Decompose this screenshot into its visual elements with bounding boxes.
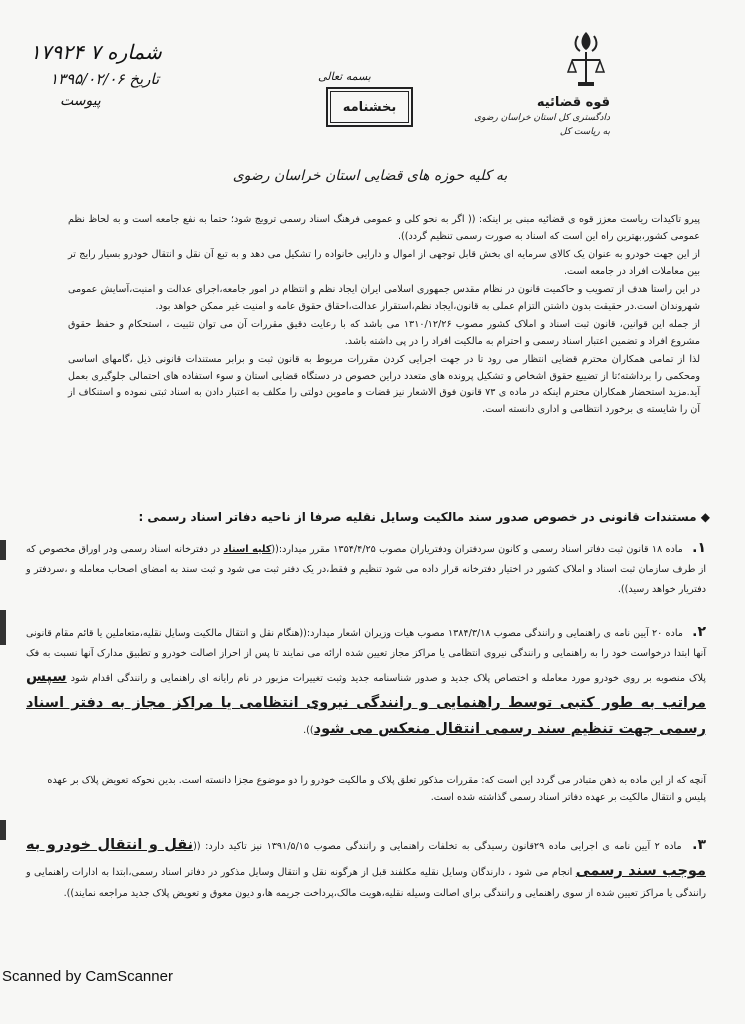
top-salutation: بسمه تعالی — [318, 70, 371, 83]
paragraph: لذا از تمامی همکاران محترم قضایی انتظار می رود تا در جهت اجرایی کردن مقررات مربوط به قانون ثبت و برابر مستندات قانونی ذیل ،گامهای اساسی ومحکمی را برداشته؛تا از تضییع حقوق اشخاص و تشکیل پرونده های متعدد دراین خصوص در دستگاه قضایی استان و سوء استفاده های احتمالی جلوگیری بعمل آید.مزید استحضار همکاران محترم اینکه در ماده ی ۷۳ قانون فوق الاشعار نیز قضات و ماموین دولتی را مکلف به اعتبار دادن به اسناد ثبتی نموده و استنکاف از آن را شایسته ی برخورد انتظامی و اداری دانسته است. — [68, 354, 701, 415]
paragraph: پیرو تاکیدات ریاست معزز قوه ی قضائیه مبنی بر اینکه: (( اگر به نحو کلی و عمومی فرهنگ اسناد رسمی ترویج شود؛ حتما به نفع جامعه است و به لحاظ نظم عمومی کشور،بهترین راه این است که اسناد به صورت رسمی تنظیم گردد)). — [68, 214, 700, 242]
handwritten-number: ۱۷۹۲۴ ۷ شماره — [30, 40, 162, 64]
judiciary-emblem-icon — [566, 30, 606, 90]
org-subtitle-2: به ریاست کل — [559, 127, 610, 137]
item-number: ۱. — [692, 540, 706, 556]
body-paragraphs — [68, 212, 700, 420]
item-number: ۳. — [692, 837, 706, 853]
paragraph: در این راستا هدف از تصویب و حاکمیت قانون در نظام مقدس جمهوری اسلامی ایران ایجاد نظم و انتظام در امور جامعه،اجرای عدالت و امنیت،آسایش عمومی شهروندان است.در حقیقت بدون داشتن التزام عملی به قانون،ایجاد نظم،استقرار عدالت،احقاق حقوق عامه و امنیت غیر ممکن خواهد بود. — [68, 284, 700, 312]
organization-block — [474, 95, 610, 138]
item-text: ماده ۲ آیین نامه ی اجرایی ماده ۲۹قانون رسیدگی به تخلفات راهنمایی و رانندگی مصوب ۱۳۹۱/۵/۱۵ نیز تاکید دارد: (( — [193, 841, 682, 852]
list-item — [26, 832, 706, 904]
item-text: )). — [303, 725, 314, 736]
handwritten-attachment: پیوست — [60, 93, 101, 109]
paragraph: از جمله این قوانین، قانون ثبت اسناد و املاک کشور مصوب ۱۳۱۰/۱۲/۲۶ می باشد که با رعایت دقیق مقررات آن می توان تثبیت ، استحکام و حفظ حقوق مشروع افراد و تضمین اعتبار اسناد رسمی و احترام به مالکیت افراد را در پی داشته باشد. — [68, 319, 700, 347]
item-emphasis: نقل و انتقال خودرو به موجب سند رسمی — [26, 837, 706, 879]
note-paragraph: آنچه که از این ماده به ذهن متبادر می گردد این است که: مقررات مذکور تعلق پلاک و مالکیت خودرو را دو موضوع مجزا دانسته است. بدین نحوکه تعویض پلاک بر عهده پلیس و انتقال مالکیت بر عهده دفاتر اسناد رسمی گذاشته شده است. — [47, 775, 706, 803]
scanner-watermark: Scanned by CamScanner — [2, 968, 173, 985]
item-text: ماده ۲۰ آیین نامه ی راهنمایی و رانندگی مصوب ۱۳۸۴/۳/۱۸ مصوب هیات وزیران اشعار میدارد:((هنگام نقل و انتقال مالکیت وسایل نقلیه،متعاملین یا قائم مقام قانونی آنها ابتدا درخواست خود را به راهنمایی و رانندگی نیروی انتظامی یا مراکز مجاز تعیین شده ارائه می نمایند تا پس از احراز اصالت خودرو و تطبیق مدارک آنها نسبت به فک پلاک منصوبه بر روی خودرو مورد معامله و اختصاص پلاک جدید و صدور شناسنامه جدید وثبت تغییرات مزبور در نام رایانه ای راهنمایی و رانندگی اقدام شود — [26, 628, 706, 684]
handwritten-date: تاریخ ۱۳۹۵/۰۲/۰۶ — [50, 70, 160, 88]
list-item — [26, 622, 706, 742]
item-emphasis: کلیه اسناد — [223, 544, 272, 555]
section-heading-text: مستندات قانونی در خصوص صدور سند مالکیت وسایل نقلیه صرفا از ناحیه دفاتر اسناد رسمی : — [138, 510, 697, 524]
item-emphasis: سپس مراتب به طور کتبی توسط راهنمایی و رانندگی نیروی انتظامی یا مراکز مجاز به دفتر اسناد رسمی جهت تنظیم سند رسمی انتقال منعکس می شود — [26, 669, 706, 737]
list-item — [26, 538, 706, 600]
scan-edge-mark — [0, 610, 6, 645]
diamond-bullet-icon: ◆ — [700, 510, 710, 524]
scan-edge-mark — [0, 820, 6, 840]
addressee-line: به کلیه حوزه های قضایی استان خراسان رضوی — [232, 168, 508, 184]
item-text: ماده ۱۸ قانون ثبت دفاتر اسناد رسمی و کانون سردفتران ودفتریاران مصوب ۱۳۵۴/۴/۲۵ مقرر میدارد:(( — [271, 544, 683, 555]
org-subtitle-1: دادگستری کل استان خراسان رضوی — [474, 113, 610, 123]
item-text: انجام می شود ، دارندگان وسایل نقلیه مکلفند قبل از هرگونه نقل و انتقال وسایل مذکور در دفاتر اسناد رسمی،ابتدا به ادارات راهنمایی و رانندگی یا مراکز تعیین شده از سوی راهنمایی و رانندگی برای اصالت وسیله نقلیه،هویت مالک،پرداخت جریمه ها،و دیون معوق و تعویض پلاک جدید مراجعه نمایند)). — [26, 867, 706, 899]
org-name: قوه قضائیه — [536, 95, 610, 110]
section-heading — [60, 510, 710, 524]
item-number: ۲. — [692, 624, 706, 640]
paragraph: از این جهت خودرو به عنوان یک کالای سرمایه ای بخش قابل توجهی از اموال و دارایی خانواده را تشکیل می دهد و به تبع آن نقل و انتقال خودرو بسیار رایج تر بین معاملات افراد در جامعه است. — [68, 249, 700, 277]
scan-edge-mark — [0, 540, 6, 560]
document-type-box — [326, 87, 413, 127]
item-text: در دفترخانه اسناد رسمی ودر اوراق مخصوص که از طرف سازمان ثبت اسناد و املاک کشور در اختیار دفترخانه قرار داده می شود تنظیم و فقط،در یک دفتر ثبت می شود و ثبت سند به امضای اصحاب معامله و ،سردفتر و دفتریار خواهد رسید)). — [26, 544, 706, 595]
document-type-label: بخشنامه — [342, 99, 397, 115]
